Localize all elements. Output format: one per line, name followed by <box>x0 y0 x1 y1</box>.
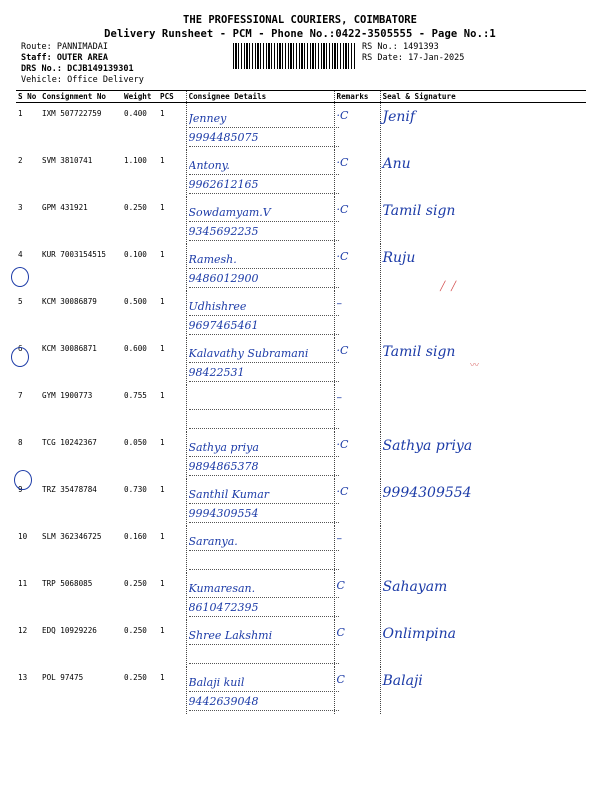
cell-consignee <box>186 244 334 291</box>
cell-consignment: SLM 362346725 <box>42 532 102 541</box>
table-row <box>16 573 586 620</box>
consignee-phone <box>189 410 339 429</box>
rs-date-label: RS Date: <box>362 53 403 63</box>
consignee-name: Antony. <box>189 156 339 175</box>
serial-circle-mark <box>11 267 29 287</box>
vehicle-value: Office Delivery <box>67 75 144 85</box>
cell-pcs: 1 <box>160 344 165 353</box>
table-row <box>16 385 586 432</box>
cell-sno: 11 <box>18 579 28 588</box>
cell-weight: 0.100 <box>124 250 147 259</box>
cell-consignment: KUR 7003154515 <box>42 250 107 259</box>
table-row <box>16 103 586 151</box>
cell-pcs: 1 <box>160 626 165 635</box>
cell-weight: 0.250 <box>124 673 147 682</box>
cell-signature: Balaji <box>380 667 586 714</box>
cell-sno: 4 <box>18 250 23 259</box>
cell-consignee <box>186 197 334 244</box>
cell-sno: 6 <box>18 344 23 353</box>
ink-mark: ╱ ╱ <box>440 282 457 292</box>
cell-signature <box>380 385 586 432</box>
consignee-name: Saranya. <box>189 532 339 551</box>
table-row <box>16 432 586 479</box>
consignee-phone: 98422531 <box>189 363 339 382</box>
cell-consignment: GYM 1900773 <box>42 391 93 400</box>
cell-signature: Onlimpina <box>380 620 586 667</box>
table-row <box>16 667 586 714</box>
header-remarks: Remarks <box>334 91 380 103</box>
cell-consignment: SVM 3810741 <box>42 156 93 165</box>
cell-weight: 0.050 <box>124 438 147 447</box>
cell-remark: ·C <box>334 103 380 151</box>
route-value: PANNIMADAI <box>56 42 109 52</box>
cell-sno: 9 <box>18 485 23 494</box>
cell-consignee <box>186 338 334 385</box>
cell-pcs: 1 <box>160 673 165 682</box>
cell-consignee <box>186 573 334 620</box>
runsheet-meta-left <box>21 42 144 86</box>
cell-remark: ·C <box>334 338 380 385</box>
consignee-phone: 9697465461 <box>189 316 339 335</box>
table-row <box>16 291 586 338</box>
cell-signature <box>380 526 586 573</box>
cell-sno: 13 <box>18 673 28 682</box>
consignee-phone <box>189 645 339 664</box>
cell-weight: 0.730 <box>124 485 147 494</box>
vehicle-label: Vehicle: <box>21 75 62 85</box>
consignee-name: Udhishree <box>189 297 339 316</box>
cell-consignee <box>186 103 334 151</box>
cell-consignment: GPM 431921 <box>42 203 88 212</box>
drs-label: DRS No.: <box>21 64 62 74</box>
consignee-name <box>189 391 339 410</box>
staff-label: Staff: <box>21 53 52 63</box>
cell-remark: ·C <box>334 150 380 197</box>
cell-sno: 1 <box>18 109 23 118</box>
header-signature: Seal & Signature <box>380 91 586 103</box>
cell-signature <box>380 291 586 338</box>
route-label: Route: <box>21 42 52 52</box>
header-sno: S No <box>16 91 40 103</box>
cell-consignment: KCM 30086879 <box>42 297 97 306</box>
header-consignment: Consignment No <box>40 91 122 103</box>
consignee-name: Kumaresan. <box>189 579 339 598</box>
cell-remark: C <box>334 667 380 714</box>
cell-consignment: EDQ 10929226 <box>42 626 97 635</box>
header-weight: Weight <box>122 91 158 103</box>
table-row <box>16 526 586 573</box>
table-row <box>16 197 586 244</box>
cell-signature: 9994309554 <box>380 479 586 526</box>
cell-sno: 8 <box>18 438 23 447</box>
consignee-phone: 8610472395 <box>189 598 339 617</box>
cell-sno: 3 <box>18 203 23 212</box>
cell-weight: 0.250 <box>124 626 147 635</box>
consignee-name: Jenney <box>189 109 339 128</box>
header-pcs: PCS <box>158 91 186 103</box>
cell-sno: 7 <box>18 391 23 400</box>
cell-consignment: POL 97475 <box>42 673 84 682</box>
consignee-phone: 9486012900 <box>189 269 339 288</box>
table-row <box>16 244 586 291</box>
consignee-name: Sowdamyam.V <box>189 203 339 222</box>
cell-remark: C <box>334 620 380 667</box>
consignee-name: Sathya priya <box>189 438 339 457</box>
table-header-row <box>16 91 586 103</box>
cell-signature: Sahayam <box>380 573 586 620</box>
rs-no-label: RS No.: <box>362 42 398 52</box>
consignee-name: Ramesh. <box>189 250 339 269</box>
cell-signature: Tamil sign <box>380 197 586 244</box>
cell-pcs: 1 <box>160 297 165 306</box>
cell-weight: 0.500 <box>124 297 147 306</box>
cell-sno: 12 <box>18 626 28 635</box>
cell-consignment: TRP 5068085 <box>42 579 93 588</box>
cell-remark: ·C <box>334 244 380 291</box>
cell-weight: 0.160 <box>124 532 147 541</box>
cell-remark: – <box>334 291 380 338</box>
header-consignee: Consignee Details <box>186 91 334 103</box>
runsheet-subtitle: Delivery Runsheet - PCM - Phone No.:0422-3505555 - Page No.:1 <box>104 28 496 40</box>
cell-consignment: IXM 507722759 <box>42 109 102 118</box>
cell-consignee <box>186 385 334 432</box>
consignee-name: Kalavathy Subramani <box>189 344 339 363</box>
serial-circle-mark <box>14 470 32 490</box>
consignee-phone: 9345692235 <box>189 222 339 241</box>
cell-remark: – <box>334 385 380 432</box>
cell-remark: C <box>334 573 380 620</box>
cell-consignee <box>186 291 334 338</box>
cell-consignment: TCG 10242367 <box>42 438 97 447</box>
cell-weight: 0.600 <box>124 344 147 353</box>
cell-pcs: 1 <box>160 250 165 259</box>
cell-signature: Jenif <box>380 103 586 151</box>
consignee-phone: 9962612165 <box>189 175 339 194</box>
cell-pcs: 1 <box>160 203 165 212</box>
cell-weight: 0.250 <box>124 579 147 588</box>
cell-sno: 2 <box>18 156 23 165</box>
runsheet-meta-right <box>362 42 464 64</box>
cell-consignee <box>186 432 334 479</box>
cell-remark: ·C <box>334 432 380 479</box>
cell-pcs: 1 <box>160 532 165 541</box>
cell-weight: 1.100 <box>124 156 147 165</box>
cell-remark: – <box>334 526 380 573</box>
cell-weight: 0.250 <box>124 203 147 212</box>
cell-pcs: 1 <box>160 579 165 588</box>
cell-sno: 5 <box>18 297 23 306</box>
cell-consignment: TRZ 35478784 <box>42 485 97 494</box>
consignee-phone: 9994485075 <box>189 128 339 147</box>
consignee-phone: 9994309554 <box>189 504 339 523</box>
consignee-phone <box>189 551 339 570</box>
consignee-name: Shree Lakshmi <box>189 626 339 645</box>
serial-circle-mark <box>11 347 29 367</box>
consignee-phone: 9894865378 <box>189 457 339 476</box>
cell-weight: 0.755 <box>124 391 147 400</box>
cell-signature: Ruju <box>380 244 586 291</box>
cell-remark: ·C <box>334 197 380 244</box>
cell-signature: Sathya priya <box>380 432 586 479</box>
barcode <box>233 43 355 69</box>
cell-consignee <box>186 667 334 714</box>
table-row <box>16 338 586 385</box>
ink-mark: 〰 <box>470 361 480 371</box>
table-row <box>16 620 586 667</box>
cell-pcs: 1 <box>160 391 165 400</box>
table-row <box>16 150 586 197</box>
table-row <box>16 479 586 526</box>
cell-pcs: 1 <box>160 156 165 165</box>
cell-pcs: 1 <box>160 438 165 447</box>
cell-weight: 0.400 <box>124 109 147 118</box>
rs-no-value: 1491393 <box>402 42 439 52</box>
consignee-name: Santhil Kumar <box>189 485 339 504</box>
staff-value: OUTER AREA <box>56 53 109 63</box>
drs-value: DCJB149139301 <box>67 64 134 74</box>
consignee-name: Balaji kuil <box>189 673 339 692</box>
cell-consignment: KCM 30086871 <box>42 344 97 353</box>
consignee-phone: 9442639048 <box>189 692 339 711</box>
cell-consignee <box>186 150 334 197</box>
cell-consignee <box>186 526 334 573</box>
cell-sno: 10 <box>18 532 28 541</box>
rs-date-value: 17-Jan-2025 <box>408 53 465 63</box>
cell-consignee <box>186 620 334 667</box>
delivery-table <box>16 90 586 714</box>
cell-signature: Tamil sign <box>380 338 586 385</box>
company-title: THE PROFESSIONAL COURIERS, COIMBATORE <box>183 14 417 26</box>
cell-remark: ·C <box>334 479 380 526</box>
cell-signature: Anu <box>380 150 586 197</box>
cell-pcs: 1 <box>160 109 165 118</box>
cell-pcs: 1 <box>160 485 165 494</box>
cell-consignee <box>186 479 334 526</box>
